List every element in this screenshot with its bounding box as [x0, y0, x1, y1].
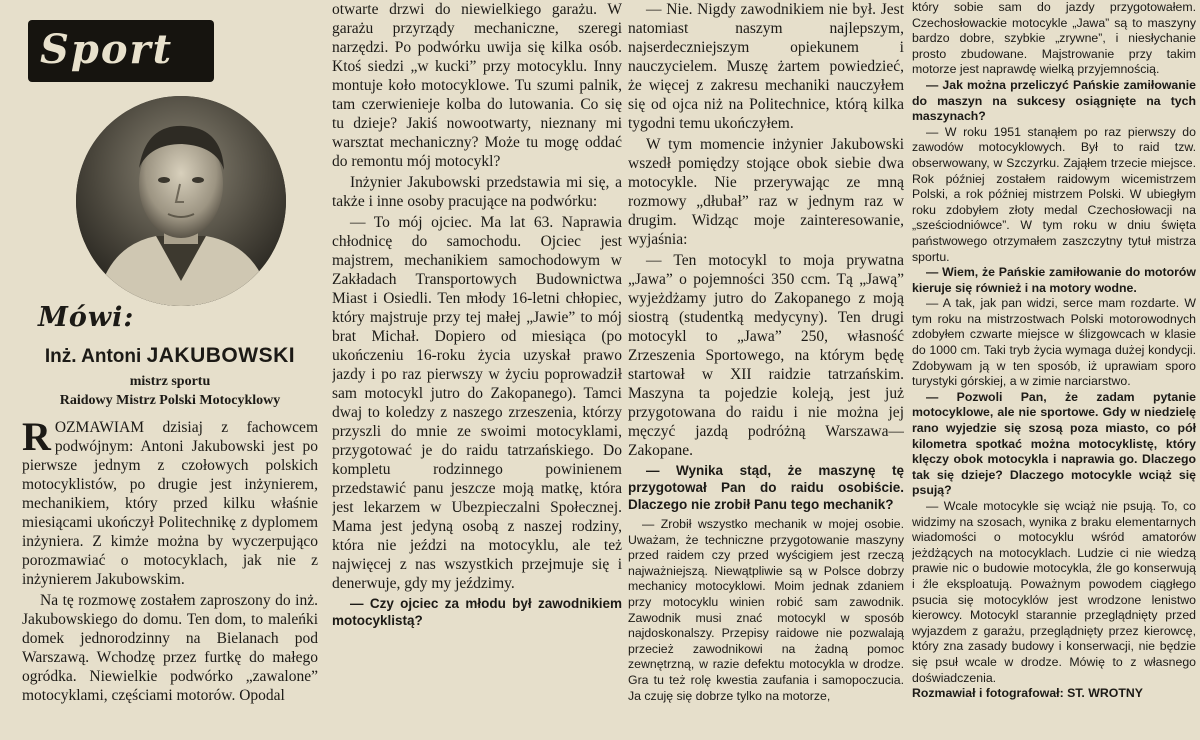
- interview-question: — Wynika stąd, że maszynę tę przygotował Pan do raidu osobiście. Dlaczego nie zrobił Panu tego mechanik?: [628, 463, 904, 512]
- name-first: Inż. Antoni: [44, 346, 142, 367]
- paragraph: Na tę rozmowę zostałem zaproszony do inż. Jakubowskiego do domu. Ten dom, to maleńki domek jednorodzinny na Bielanach pod Warszawą. Wchodzę przez furtkę do małego ogródka. Niewielkie podwórko „zawalone” motocyklami, częściami motorów. Opodal: [22, 592, 318, 704]
- interview-question: — Jak można przeliczyć Pańskie zamiłowanie do maszyn na sukcesy osiągnięte na tych maszynach?: [912, 77, 1196, 124]
- paragraph: [22, 414, 318, 589]
- name-last: JAKUBOWSKI: [146, 344, 296, 367]
- drop-cap: R: [22, 414, 51, 459]
- interviewee-name: [22, 344, 318, 368]
- interview-question: — Pozwoli Pan, że zadam pytanie motocyklowe, ale nie sportowe. Gdy w niedzielę rano wyjedzie się szosą poza miasto, co pół kilometra spotkać można motocyklistę, który klęczy obok motocykla i naprawia go. Dlaczego tak się dzieje? Dlaczego motocykle wciąż się psują?: [912, 389, 1196, 498]
- interviewee-title-1: mistrz sportu: [129, 374, 211, 389]
- portrait-image: [76, 96, 286, 306]
- section-label: Sport: [40, 26, 174, 73]
- paragraph: — Zrobił wszystko mechanik w mojej osobie. Uważam, że techniczne przygotowanie maszyny przed raidem czy przed wyścigiem jest rzeczą najważniejszą. Niewątpliwie są w Polsce dobrzy mechanicy motocyklowi. Moim jednak zdaniem przy motocyklu winien robić sam zawodnik. Zawodnik musi znać motocykl w sposób najdoskonalszy. Przepisy raidowe nie pozwalają przecież zawodnikowi na żadną pomoc zewnętrzną, w razie defektu motocykla w drodze. Gra tu też rolę kwestia zaufania i samopoczucia. Ja czuję się dobrze tylko na motorze,: [628, 517, 904, 703]
- interview-question: — Wiem, że Pańskie zamiłowanie do motorów kieruje się również i na motory wodne.: [912, 265, 1196, 295]
- interview-question: — Czy ojciec za młodu był zawodnikiem motocyklistą?: [332, 596, 622, 628]
- intro-word: Mówi:: [38, 302, 135, 333]
- paragraph: otwarte drzwi do niewielkiego garażu. W garażu przyrządy mechaniczne, szeregi narzędzi. Po podwórku uwija się kilka osób. Ktoś siedzi „w kucki” przy motocyklu. Inny montuje koło motocyklowe. Tu szumi palnik, tam czerwienieje kolba do lutowania. Co się tu dzieje? Jakiś nowootwarty, nieznany mi warsztat mechaniczny? Może tu mogę oddać do remontu mój motocykl?: [332, 1, 622, 170]
- paragraph-text: OZMAWIAM dzisiaj z fachowcem podwójnym: Antoni Jakubowski jest po pierwsze jednym z czołowych polskich motocyklistów, po drugie jest inżynierem, mechanikiem, który przed kilku właśnie miesiącami ukończył Politechnikę z dyplomem inżyniera. Z kimże można by wyczerpująco porozmawiać o motocyklach, jak nie z inżynierem Jakubowskim.: [22, 419, 318, 588]
- column-2: [332, 0, 622, 740]
- article-intro: [22, 414, 318, 705]
- column-3: [628, 0, 904, 740]
- portrait-photo: [76, 96, 286, 306]
- column-4: [912, 0, 1196, 740]
- interviewee-title-2: Raidowy Mistrz Polski Motocyklowy: [59, 393, 281, 408]
- author-credit: Rozmawiał i fotografował: ST. WROTNY: [912, 686, 1143, 701]
- paragraph: — W roku 1951 stanąłem po raz pierwszy do zawodów motocyklowych. Był to raid tzw. obserwowany, w Szczyrku. Zająłem trzecie miejsce. Rok później zostałem raidowym wicemistrzem Polski, a rok później mistrzem Polski. W ubiegłym roku zdobyłem złoty medal Czechosłowacji na „sześciodniówce”. W tym roku w dniu święta państwowego otrzymałem zaszczytny tytuł mistrza sportu.: [912, 124, 1196, 264]
- paragraph: Inżynier Jakubowski przedstawia mi się, a także i inne osoby pracujące na podwórku:: [332, 174, 622, 210]
- section-banner: [28, 20, 214, 82]
- paragraph: W tym momencie inżynier Jakubowski wszedł pomiędzy stojące obok siebie dwa motocykle. Nie przerywając ze mną rozmowy „dłubał” raz w jednym raz w drugim. Widząc moje zainteresowanie, wyjaśnia:: [628, 136, 904, 248]
- paragraph: — To mój ojciec. Ma lat 63. Naprawia chłodnicę do samochodu. Ojciec jest majstrem, mechanikiem samochodowym w Zakładach Transportowych Budownictwa Miast i Osiedli. Ten młody 16-letni chłopiec, który majstruje przy tej małej „Jawie” to mój brat Michał. Dopiero od miesiąca (po ukończeniu 16-roku życia uzyskał prawo jazdy i po raz pierwszy w życiu poprowadził sam motocykl jutro do Zakopanego). Tamci dwaj to koledzy z naszego zrzeszenia, którzy przyszli do mnie ze swoimi motocyklami, przygotować je do raidu tatrzańskiego. Do kompletu rodzinnego powinienem przedstawić panu jeszcze moją matkę, która jest lekarzem w Ubezpieczalni Społecznej. Mama jest jedyną osobą z naszej rodziny, która nie jeździ na motocyklu, ale też najwięcej z nas wszystkich przejmuje się i denerwuje, gdy my jeździmy.: [332, 214, 622, 592]
- paragraph: który sobie sam do jazdy przygotowałem. Czechosłowackie motocykle „Jawa” są to maszyny bardzo dobre, szybkie „zrywne”, i niesłychanie prosto zbudowane. Majstrowanie przy takim motorze jest naprawdę wielką przyjemnością.: [912, 0, 1196, 77]
- column-1: [22, 0, 318, 740]
- paragraph: — Nie. Nigdy zawodnikiem nie był. Jest natomiast naszym najlepszym, najserdeczniejszym opiekunem i nauczycielem. Muszę żartem powiedzieć, że więcej z zakresu mechaniki nauczyłem się od ojca niż na Politechnice, którą kilka tygodni temu ukończyłem.: [628, 1, 904, 132]
- paragraph: — Wcale motocykle się wciąż nie psują. To, co widzimy na szosach, wynika z braku elementarnych wiadomości o motocyklu wśród amatorów jeżdżących na motocyklach. Ludzie ci nie wiedzą prawie nic o budowie motocykla, źle go konserwują i źle eksploatują. Poważnym powodem ciągłego psucia się motocyklów jest wrodzone lenistwo kierowcy. Motocykl starannie przeglądnięty przed wyjazdem z garażu, przeglądnięty przez kierowcę, który zna zasady budowy i konserwacji, nie będzie się psuł wcale w drodze. Mówię to z własnego doświadczenia.: [912, 499, 1196, 685]
- paragraph: — Ten motocykl to moja prywatna „Jawa” o pojemności 350 ccm. Tą „Jawą” wyjeżdżamy jutro do Zakopanego z moją siostrą (studentką medycyny). Ten drugi motocykl to „Jawa” 250, własność Zrzeszenia Sportowego, na którym będę startował w XII raidzie tatrzańskim. Maszyna ta pojedzie koleją, jest już przygotowana do raidu i nie można jej męczyć jazdą podróżną Warszawa—Zakopane.: [628, 252, 904, 459]
- paragraph: — A tak, jak pan widzi, serce mam rozdarte. W tym roku na mistrzostwach Polski motorowodnych zdobyłem czwarte miejsce w ślizgowcach w klasie do 1000 cm. Taki tryb życia wymaga dużej kondycji. Zdobywam ją w ten sposób, iż uprawiam sporo turystyki górskiej, a w zimie narciarstwo.: [912, 296, 1196, 389]
